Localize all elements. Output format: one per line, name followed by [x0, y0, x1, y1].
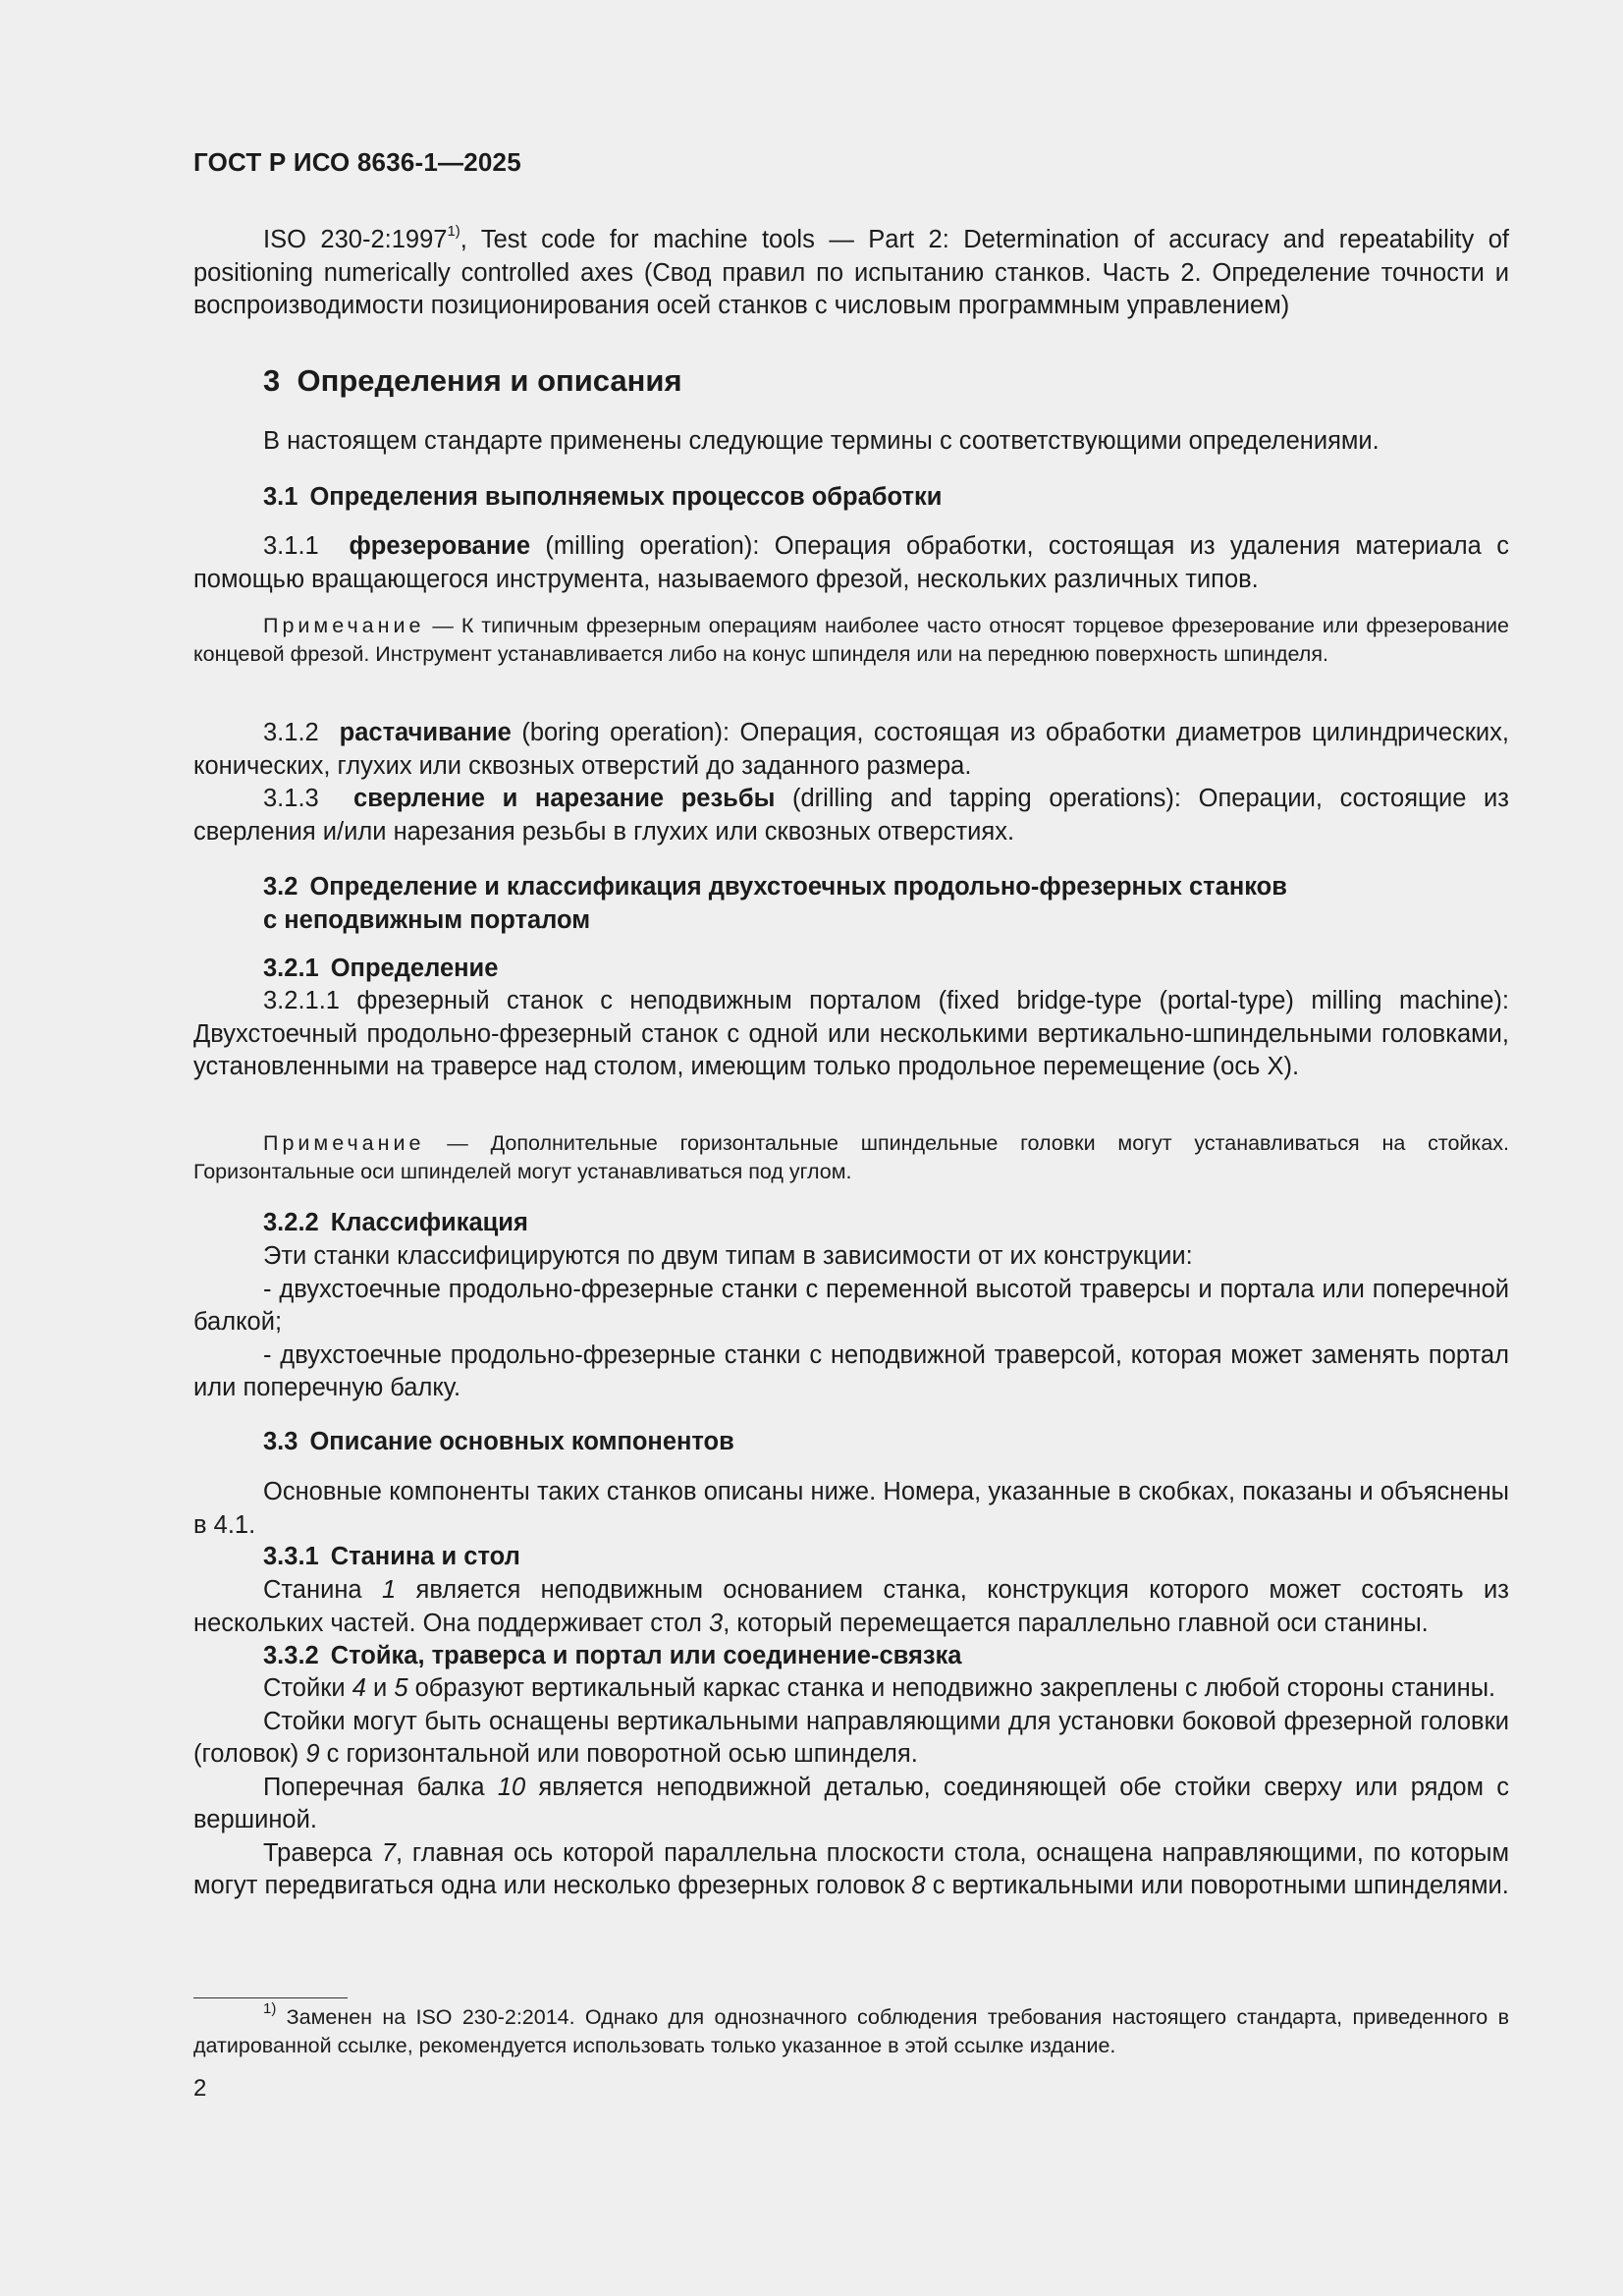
section-3-2-1-heading: 3.2.1 Определение [263, 955, 499, 982]
columns-text: Стойки 4 и 5 образуют вертикальный каркас станка и неподвижно закреплены с любой стороны станины. Стойки могут быть оснащены вертикальными направляющими для установки боковой фрезерной головки (головок) 9 с горизонтальной или поворотной осью шпинделя. Поперечная балка 10 является неподвижной деталью, соединяющей обе стойки сверху или рядом с вершиной. Траверса 7, главная ось которой параллельна плоскости стола, оснащена направляющими, по которым могут передвигаться одна или несколько фрезерных головок 8 с вертикальными или поворотными шпинделями. [193, 1674, 1510, 1899]
classification-item: - двухстоечные продольно-фрезерные станки с неподвижной траверсой, которая может заменять портал или поперечную балку. [193, 1340, 1509, 1401]
term-3-1-2: 3.1.2 растачивание (boring operation): Операция, состоящая из обработки диаметров цилиндрических, конических, глухих или сквозных отверстий до заданного размера. [193, 719, 1509, 780]
classification-intro: Эти станки классифицируются по двум типам в зависимости от их конструкции: [263, 1242, 1193, 1270]
page-number: 2 [193, 2075, 207, 2102]
term-3-1-1: 3.1.1 фрезерование (milling operation): Операция обработки, состоящая из удаления материала с помощью вращающегося инструмента, называемого фрезой, нескольких различных типов. [193, 532, 1509, 593]
bed-and-table-text: Станина 1 является неподвижным основанием станка, конструкция которого может состоять из нескольких частей. Она поддерживает стол 3, который перемещается параллельно главной оси станины. [193, 1576, 1509, 1637]
section-3-2-heading: 3.2 Определение и классификация двухстоечных продольно-фрезерных станков с неподвижным порталом [263, 873, 1287, 934]
normative-reference: ISO 230-2:1997$^{1)}$, Test code for machine tools — Part 2: Determination of accuracy and repeatability of positioning numerically controlled axes (Свод правил по испытанию станков. Часть 2. Определение точности и воспроизводимости позиционирования осей станков с числовым программным управлением) [193, 222, 1509, 319]
document-header: ГОСТ Р ИСО 8636-1—2025 [193, 147, 521, 177]
section-3-1-heading: 3.1 Определения выполняемых процессов обработки [263, 483, 943, 511]
section-3-heading: 3 Определения и описания [263, 363, 682, 398]
note-3-1-1: Примечание — К типичным фрезерным операциям наиболее часто относят торцевое фрезерование или фрезерование концевой фрезой. Инструмент устанавливается либо на конус шпинделя или на переднюю поверхность шпинделя. [193, 614, 1509, 666]
section-3-intro: В настоящем стандарте применены следующие термины с соответствующими определениями. [263, 427, 1380, 455]
classification-list [193, 1240, 1509, 1405]
section-3-2-2-heading: 3.2.2 Классификация [263, 1209, 528, 1236]
section-3-3-1-heading: 3.3.1 Станина и стол [263, 1543, 520, 1570]
section-3-3-heading: 3.3 Описание основных компонентов [263, 1428, 734, 1455]
footnote-separator [193, 1997, 1509, 1998]
classification-item: - двухстоечные продольно-фрезерные станки с переменной высотой траверсы и портала или поперечной балкой; [193, 1275, 1509, 1336]
section-3-3-2-heading: 3.3.2 Стойка, траверса и портал или соединение-связка [263, 1642, 962, 1669]
section-3-3-intro: Основные компоненты таких станков описаны ниже. Номера, указанные в скобках, показаны и объяснены в 4.1. [193, 1478, 1509, 1539]
term-3-1-3: 3.1.3 сверление и нарезание резьбы (drilling and tapping operations): Операции, состоящие из сверления и/или нарезания резьбы в глухих или сквозных отверстиях. [193, 785, 1509, 846]
definition-3-2-1-1: 3.2.1.1 фрезерный станок с неподвижным порталом (fixed bridge-type (portal-type) milling machine): Двухстоечный продольно-фрезерный станок с одной или несколькими вертикально-шпиндельными головками, установленными на траверсе над столом, имеющим только продольное перемещение (ось X). [193, 987, 1509, 1080]
note-3-2-1: Примечание — Дополнительные горизонтальные шпиндельные головки могут устанавливаться на стойках. Горизонтальные оси шпинделей могут устанавливаться под углом. [193, 1131, 1509, 1183]
footnote: $^{1)}$ Заменен на ISO 230-2:2014. Однако для однозначного соблюдения требования настоящего стандарта, приведенного в датированной ссылке, рекомендуется использовать только указанное в этой ссылке издание. [193, 1999, 1509, 2057]
